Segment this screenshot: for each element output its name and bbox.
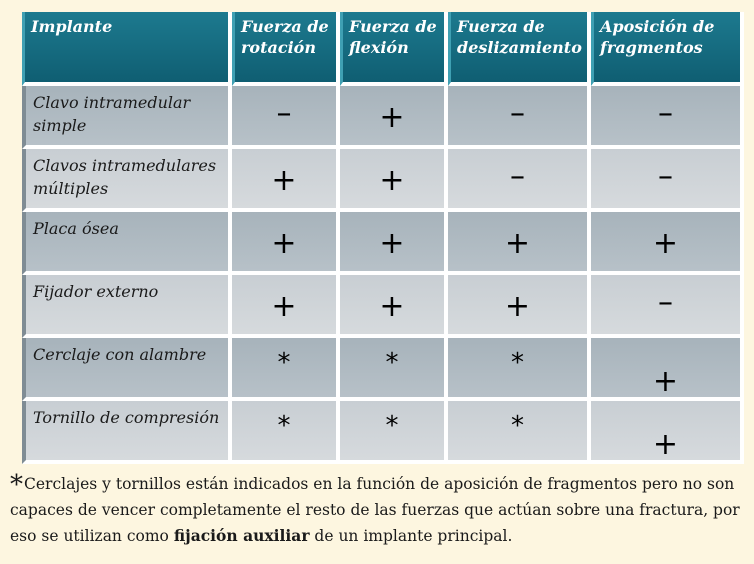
row-label: Placa ósea	[22, 212, 232, 275]
cell-value: –	[658, 96, 673, 131]
cell-value: *	[277, 348, 291, 378]
table-cell	[232, 275, 340, 338]
cell-value: +	[379, 226, 405, 261]
cell-value: –	[276, 96, 292, 131]
cell-value: +	[379, 289, 405, 324]
cell-value: *	[385, 348, 399, 378]
cell-value: +	[652, 364, 679, 399]
table-cell	[591, 212, 744, 275]
cell-value: +	[504, 289, 531, 324]
cell-value: +	[652, 226, 679, 261]
table-cell	[448, 86, 591, 149]
cell-value: *	[511, 411, 524, 441]
table-cell	[591, 86, 744, 149]
cell-value: *	[511, 348, 524, 378]
row-label: Tornillo de compresión	[22, 401, 232, 464]
cell-value: –	[510, 159, 525, 194]
table-cell	[591, 338, 744, 401]
cell-value: +	[504, 226, 531, 261]
table-cell	[448, 212, 591, 275]
table-cell	[591, 275, 744, 338]
cell-value: –	[658, 159, 673, 194]
footnote	[10, 472, 750, 549]
table-cell	[340, 401, 448, 464]
table-cell	[448, 338, 591, 401]
table-cell	[591, 401, 744, 464]
row-label: Clavo intramedular simple	[22, 86, 232, 149]
row-label: Clavos intramedulares múltiples	[22, 149, 232, 212]
footnote-bold: fijación auxiliar	[173, 526, 310, 545]
table-cell	[340, 212, 448, 275]
cell-value: –	[510, 96, 525, 131]
table-cell	[448, 401, 591, 464]
footnote-text-1: Cerclajes y tornillos están indicados en la función de aposición de fragmentos pero no son capaces de vencer completamente el resto de las fuerzas que actúan sobre una fractura, por eso se utilizan como	[10, 475, 740, 545]
table-cell	[340, 338, 448, 401]
cell-value: +	[379, 163, 405, 198]
table-cell	[232, 401, 340, 464]
cell-value: *	[277, 411, 291, 441]
cell-value: +	[379, 100, 405, 135]
header-implante: Implante	[22, 12, 232, 86]
row-label: Cerclaje con alambre	[22, 338, 232, 401]
table-cell	[340, 149, 448, 212]
table-cell	[232, 86, 340, 149]
table-cell	[591, 149, 744, 212]
table-cell	[340, 275, 448, 338]
table-cell	[448, 149, 591, 212]
table-cell	[340, 86, 448, 149]
header-aposicion-fragmentos: Aposición de fragmentos	[591, 12, 744, 86]
table-cell	[448, 275, 591, 338]
row-label: Fijador externo	[22, 275, 232, 338]
footnote-text-2: de un implante principal.	[309, 527, 513, 545]
header-fuerza-flexion: Fuerza de flexión	[340, 12, 448, 86]
cell-value: +	[271, 289, 297, 324]
table-cell	[232, 338, 340, 401]
table-cell	[232, 212, 340, 275]
header-fuerza-rotacion: Fuerza de rotación	[232, 12, 340, 86]
cell-value: +	[271, 163, 297, 198]
table-cell	[232, 149, 340, 212]
cell-value: –	[658, 285, 673, 320]
footnote-asterisk: *	[10, 470, 23, 500]
cell-value: +	[652, 427, 679, 462]
implant-comparison-table	[22, 12, 744, 464]
cell-value: *	[385, 411, 399, 441]
cell-value: +	[271, 226, 297, 261]
header-fuerza-deslizamiento: Fuerza de deslizamiento	[448, 12, 591, 86]
